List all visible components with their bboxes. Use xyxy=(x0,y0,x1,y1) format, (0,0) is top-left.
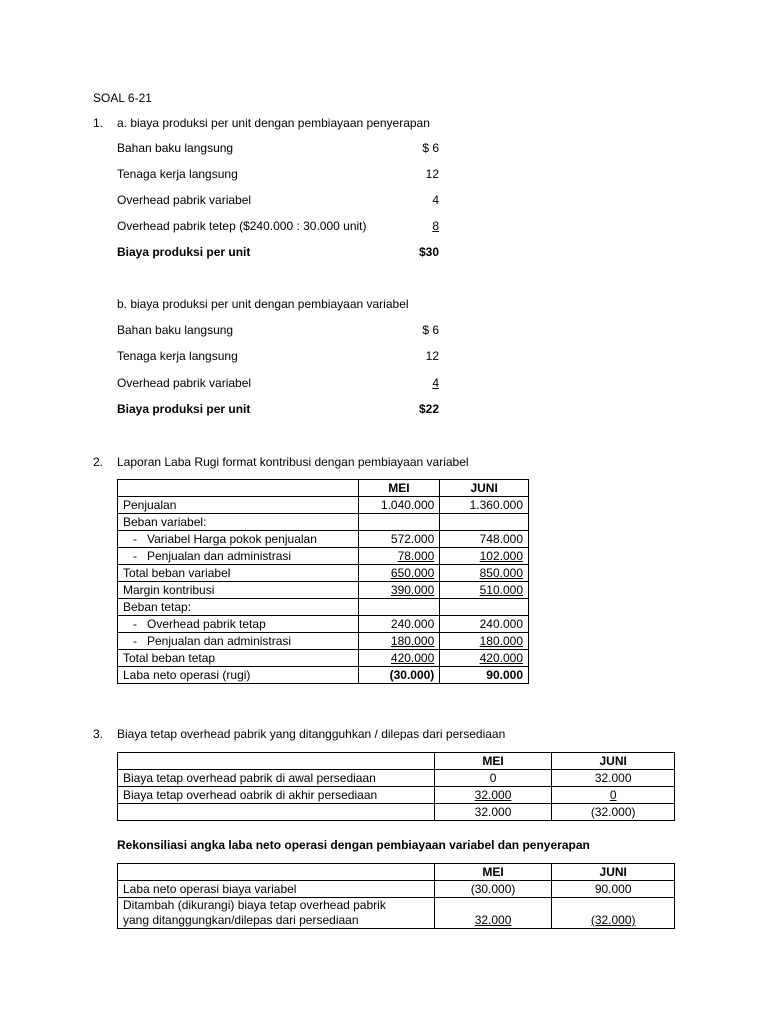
q1a-label: Tenaga kerja langsung xyxy=(117,167,238,181)
reconciliation-title: Rekonsiliasi angka laba neto operasi dengan pembiayaan variabel dan penyerapan xyxy=(117,838,590,852)
table-row: Laba neto operasi biaya variabel (30.000) 90.000 xyxy=(118,881,675,898)
q1b-value: 12 xyxy=(425,349,439,363)
q1b-value: $ 6 xyxy=(422,323,439,337)
q1a-total-label: Biaya produksi per unit xyxy=(117,245,251,259)
deferred-overhead-table xyxy=(117,752,675,821)
column-header-mei: MEI xyxy=(434,864,552,881)
q1a-value: 12 xyxy=(425,167,439,181)
q2-number: 2. xyxy=(93,455,104,469)
q1b-label: Tenaga kerja langsung xyxy=(117,349,238,363)
table-row: Biaya tetap overhead pabrik di awal persediaan 0 32.000 xyxy=(118,770,675,787)
q1a-value: 8 xyxy=(432,219,439,233)
table-row: - Penjualan dan administrasi 78.000 102.000 xyxy=(118,548,529,565)
table-row: Penjualan 1.040.000 1.360.000 xyxy=(118,497,529,514)
column-header-mei: MEI xyxy=(434,753,552,770)
q1b-title: b. biaya produksi per unit dengan pembiayaan variabel xyxy=(117,297,409,311)
column-header-juni: JUNI xyxy=(440,480,529,497)
table-row: Total beban variabel 650.000 850.000 xyxy=(118,565,529,582)
q3-number: 3. xyxy=(93,727,104,741)
table-row: Beban tetap: xyxy=(118,599,529,616)
q1a-title: a. biaya produksi per unit dengan pembiayaan penyerapan xyxy=(117,116,430,130)
q1b-label: Overhead pabrik variabel xyxy=(117,376,252,390)
table-row: - Overhead pabrik tetap 240.000 240.000 xyxy=(118,616,529,633)
q3-title: Biaya tetap overhead pabrik yang ditangguhkan / dilepas dari persediaan xyxy=(117,727,506,741)
table-row: Margin kontribusi 390.000 510.000 xyxy=(118,582,529,599)
q1-number: 1. xyxy=(93,116,104,130)
column-header-juni: JUNI xyxy=(552,753,675,770)
q1b-total-label: Biaya produksi per unit xyxy=(117,402,251,416)
q1a-label: Bahan baku langsung xyxy=(117,141,234,155)
q1a-value: 4 xyxy=(432,193,439,207)
q2-title: Laporan Laba Rugi format kontribusi dengan pembiayaan variabel xyxy=(117,455,469,469)
table-row: 32.000 (32.000) xyxy=(118,804,675,821)
q1a-total-value: $30 xyxy=(418,245,439,259)
table-header-blank xyxy=(118,753,435,770)
q1a-value: $ 6 xyxy=(422,141,439,155)
table-row: Beban variabel: xyxy=(118,514,529,531)
income-statement-table xyxy=(117,479,529,684)
table-header-blank xyxy=(118,480,359,497)
q1a-label: Overhead pabrik tetep ($240.000 : 30.000 unit) xyxy=(117,219,367,233)
q1b-total-value: $22 xyxy=(418,402,439,416)
q1b-label: Bahan baku langsung xyxy=(117,323,234,337)
table-header-blank xyxy=(118,864,435,881)
reconciliation-table xyxy=(117,863,675,929)
q1a-label: Overhead pabrik variabel xyxy=(117,193,252,207)
table-row: Laba neto operasi (rugi) (30.000) 90.000 xyxy=(118,667,529,684)
page-title: SOAL 6-21 xyxy=(93,91,152,105)
column-header-mei: MEI xyxy=(358,480,440,497)
table-row: Biaya tetap overhead oabrik di akhir persediaan 32.000 0 xyxy=(118,787,675,804)
table-row: - Penjualan dan administrasi 180.000 180.000 xyxy=(118,633,529,650)
column-header-juni: JUNI xyxy=(552,864,675,881)
table-row: Ditambah (dikurangi) biaya tetap overhead pabrik yang ditanggungkan/dilepas dari persediaan 32.000 (32.000) xyxy=(118,898,675,929)
table-row: Total beban tetap 420.000 420.000 xyxy=(118,650,529,667)
table-row: - Variabel Harga pokok penjualan 572.000 748.000 xyxy=(118,531,529,548)
q1b-value: 4 xyxy=(432,376,439,390)
